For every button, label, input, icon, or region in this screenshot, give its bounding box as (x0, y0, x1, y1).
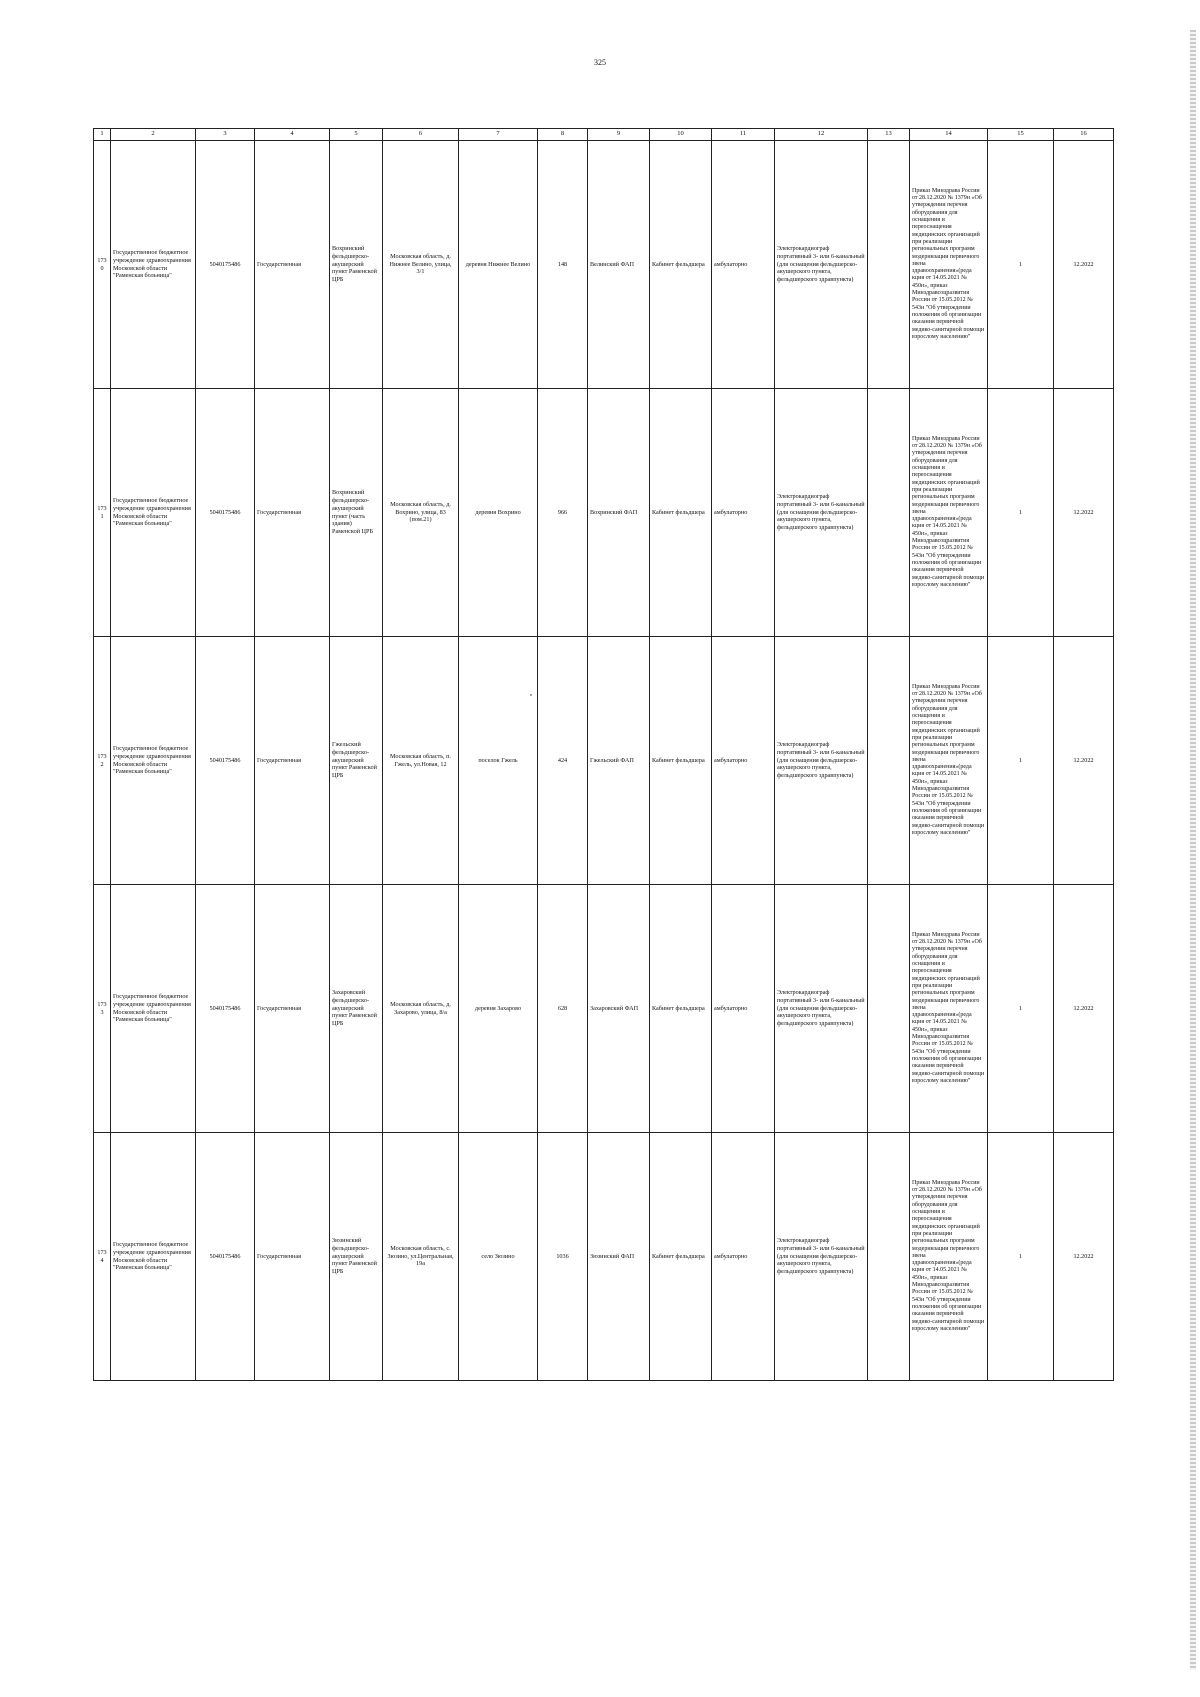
legal-basis: Приказ Минздрава России от 28.12.2020 № 1379н «Об утверждении перечня оборудования для оснащения и переоснащения медицинских организаций при реализации региональных программ модернизации первичного звена здравоохранения»(реда кция от 14.05.2021 № 450н», приказ Минздравсоцразвития России от 15.05.2012 № 543н "Об утверждении положения об организации оказания первичной медико-санитарной помощи взрослому населению" (910, 1133, 988, 1381)
delivery-date: 12.2022 (1054, 141, 1114, 389)
column-number-row (94, 129, 1114, 141)
registry-table-container (93, 128, 1113, 1381)
organization-name: Государственное бюджетное учреждение здравоохранения Московской области "Раменская больница" (111, 141, 196, 389)
ownership-type: Государственная (255, 389, 330, 637)
column-header: 12 (775, 129, 868, 141)
legal-basis: Приказ Минздрава России от 28.12.2020 № 1379н «Об утверждении перечня оборудования для оснащения и переоснащения медицинских организаций при реализации региональных программ модернизации первичного звена здравоохранения»(реда кция от 14.05.2021 № 450н», приказ Минздравсоцразвития России от 15.05.2012 № 543н "Об утверждении положения об организации оказания первичной медико-санитарной помощи взрослому населению" (910, 141, 988, 389)
address: Московская область, д. Нижнее Велино, улица, 3/1 (383, 141, 459, 389)
quantity: 1 (988, 141, 1054, 389)
equipment-name: Электрокардиограф портативный 3- или 6-канальный (для оснащения фельдшерско-акушерского пункта, фельдшерского здравпункта) (775, 637, 868, 885)
unit-name: Вохринский фельдшерско-акушерский пункт Раменской ЦРБ (330, 141, 383, 389)
row-number: 1733 (94, 885, 111, 1133)
address: Московская область, п. Гжель, ул.Новая, 12 (383, 637, 459, 885)
inn: 5040175486 (196, 141, 255, 389)
organization-name: Государственное бюджетное учреждение здравоохранения Московской области "Раменская больница" (111, 1133, 196, 1381)
fap-name: Гжельский ФАП (588, 637, 650, 885)
table-row (94, 389, 1114, 637)
organization-name: Государственное бюджетное учреждение здравоохранения Московской области "Раменская больница" (111, 637, 196, 885)
room-name: Кабинет фельдшера (650, 885, 712, 1133)
population: 148 (538, 141, 588, 389)
address: Московская область, д. Захарово, улица, 8/а (383, 885, 459, 1133)
locality: деревня Вохрино (459, 389, 538, 637)
column-header: 8 (538, 129, 588, 141)
delivery-date: 12.2022 (1054, 885, 1114, 1133)
registry-table (93, 128, 1114, 1381)
care-form: амбулаторно (712, 141, 775, 389)
quantity: 1 (988, 1133, 1054, 1381)
address: Московская область, с. Зюзино, ул.Центральная, 19а (383, 1133, 459, 1381)
table-row (94, 1133, 1114, 1381)
unit-name: Захаровский фельдшерско-акушерский пункт Раменской ЦРБ (330, 885, 383, 1133)
column-header: 16 (1054, 129, 1114, 141)
row-number: 1734 (94, 1133, 111, 1381)
inn: 5040175486 (196, 885, 255, 1133)
locality: село Зюзино (459, 1133, 538, 1381)
organization-name: Государственное бюджетное учреждение здравоохранения Московской области "Раменская больница" (111, 885, 196, 1133)
column-header: 4 (255, 129, 330, 141)
column-13-cell (868, 141, 910, 389)
table-row (94, 637, 1114, 885)
locality: деревня Нижнее Велино (459, 141, 538, 389)
equipment-name: Электрокардиограф портативный 3- или 6-канальный (для оснащения фельдшерско-акушерского пункта, фельдшерского здравпункта) (775, 1133, 868, 1381)
population: 424 (538, 637, 588, 885)
delivery-date: 12.2022 (1054, 389, 1114, 637)
row-number: 1730 (94, 141, 111, 389)
table-row (94, 141, 1114, 389)
care-form: амбулаторно (712, 1133, 775, 1381)
equipment-name: Электрокардиограф портативный 3- или 6-канальный (для оснащения фельдшерско-акушерского пункта, фельдшерского здравпункта) (775, 885, 868, 1133)
equipment-name: Электрокардиограф портативный 3- или 6-канальный (для оснащения фельдшерско-акушерского пункта, фельдшерского здравпункта) (775, 141, 868, 389)
locality: поселок Гжель (459, 637, 538, 885)
fap-name: Вохринский ФАП (588, 389, 650, 637)
column-header: 3 (196, 129, 255, 141)
care-form: амбулаторно (712, 637, 775, 885)
column-header: 9 (588, 129, 650, 141)
unit-name: Гжельский фельдшерско-акушерский пункт Раменской ЦРБ (330, 637, 383, 885)
address: Московская область, д. Вохрино, улица, 83 (пом.21) (383, 389, 459, 637)
column-13-cell (868, 1133, 910, 1381)
quantity: 1 (988, 389, 1054, 637)
delivery-date: 12.2022 (1054, 637, 1114, 885)
locality: деревня Захарово (459, 885, 538, 1133)
room-name: Кабинет фельдшера (650, 637, 712, 885)
quantity: 1 (988, 637, 1054, 885)
fap-name: Зюзинский ФАП (588, 1133, 650, 1381)
care-form: амбулаторно (712, 389, 775, 637)
fap-name: Велинский ФАП (588, 141, 650, 389)
column-header: 14 (910, 129, 988, 141)
column-13-cell (868, 637, 910, 885)
column-13-cell (868, 885, 910, 1133)
room-name: Кабинет фельдшера (650, 141, 712, 389)
unit-name: Вохринский фельдшерско-акушерский пункт (часть здания) Раменской ЦРБ (330, 389, 383, 637)
room-name: Кабинет фельдшера (650, 389, 712, 637)
row-number: 1732 (94, 637, 111, 885)
equipment-name: Электрокардиограф портативный 3- или 6-канальный (для оснащения фельдшерско-акушерского пункта, фельдшерского здравпункта) (775, 389, 868, 637)
column-header: 6 (383, 129, 459, 141)
delivery-date: 12.2022 (1054, 1133, 1114, 1381)
care-form: амбулаторно (712, 885, 775, 1133)
population: 966 (538, 389, 588, 637)
inn: 5040175486 (196, 389, 255, 637)
ownership-type: Государственная (255, 1133, 330, 1381)
unit-name: Зюзинский фельдшерско-акушерский пункт Раменской ЦРБ (330, 1133, 383, 1381)
column-header: 5 (330, 129, 383, 141)
legal-basis: Приказ Минздрава России от 28.12.2020 № 1379н «Об утверждении перечня оборудования для оснащения и переоснащения медицинских организаций при реализации региональных программ модернизации первичного звена здравоохранения»(реда кция от 14.05.2021 № 450н», приказ Минздравсоцразвития России от 15.05.2012 № 543н "Об утверждении положения об организации оказания первичной медико-санитарной помощи взрослому населению" (910, 389, 988, 637)
column-header: 13 (868, 129, 910, 141)
column-header: 2 (111, 129, 196, 141)
column-header: 7 (459, 129, 538, 141)
ownership-type: Государственная (255, 141, 330, 389)
table-row (94, 885, 1114, 1133)
room-name: Кабинет фельдшера (650, 1133, 712, 1381)
column-header: 11 (712, 129, 775, 141)
population: 628 (538, 885, 588, 1133)
population: 1036 (538, 1133, 588, 1381)
column-header: 15 (988, 129, 1054, 141)
inn: 5040175486 (196, 1133, 255, 1381)
fap-name: Захаровский ФАП (588, 885, 650, 1133)
column-header: 1 (94, 129, 111, 141)
inn: 5040175486 (196, 637, 255, 885)
row-number: 1731 (94, 389, 111, 637)
scan-edge-strip (1190, 30, 1196, 1670)
scan-speck (530, 694, 532, 696)
ownership-type: Государственная (255, 885, 330, 1133)
organization-name: Государственное бюджетное учреждение здравоохранения Московской области "Раменская больница" (111, 389, 196, 637)
legal-basis: Приказ Минздрава России от 28.12.2020 № 1379н «Об утверждении перечня оборудования для оснащения и переоснащения медицинских организаций при реализации региональных программ модернизации первичного звена здравоохранения»(реда кция от 14.05.2021 № 450н», приказ Минздравсоцразвития России от 15.05.2012 № 543н "Об утверждении положения об организации оказания первичной медико-санитарной помощи взрослому населению" (910, 637, 988, 885)
column-13-cell (868, 389, 910, 637)
legal-basis: Приказ Минздрава России от 28.12.2020 № 1379н «Об утверждении перечня оборудования для оснащения и переоснащения медицинских организаций при реализации региональных программ модернизации первичного звена здравоохранения»(реда кция от 14.05.2021 № 450н», приказ Минздравсоцразвития России от 15.05.2012 № 543н "Об утверждении положения об организации оказания первичной медико-санитарной помощи взрослому населению" (910, 885, 988, 1133)
column-header: 10 (650, 129, 712, 141)
quantity: 1 (988, 885, 1054, 1133)
ownership-type: Государственная (255, 637, 330, 885)
page-number: 325 (594, 58, 606, 67)
